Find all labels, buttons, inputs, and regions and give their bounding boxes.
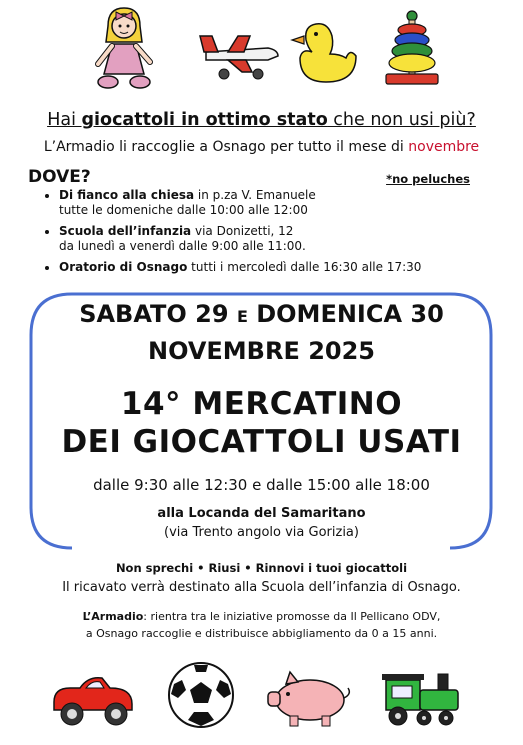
dove-title: DOVE? bbox=[28, 167, 91, 187]
event-address: (via Trento angolo via Gorizia) bbox=[164, 525, 359, 540]
subline-text: L’Armadio li raccoglie a Osnago per tutto il mese di bbox=[43, 139, 409, 155]
event-month-year: NOVEMBRE 2025 bbox=[147, 337, 375, 365]
slogan: Non sprechi • Riusi • Rinnovi i tuoi giocattoli bbox=[115, 561, 408, 575]
headline-suffix: che non usi più? bbox=[327, 110, 476, 130]
toy-train-icon bbox=[376, 660, 466, 730]
place-detail: via Donizetti, 12 bbox=[191, 224, 294, 238]
proceeds-note: Il ricavato verrà destinato alla Scuola dell’infanzia di Osnago. bbox=[62, 580, 461, 595]
event-title-line2: DEI GIOCATTOLI USATI bbox=[61, 424, 462, 460]
event-title-line1: 14° MERCATINO bbox=[120, 386, 403, 422]
airplane-icon bbox=[198, 26, 282, 82]
list-item bbox=[59, 260, 509, 275]
bottom-toy-illustrations bbox=[0, 652, 523, 742]
headline-bold: giocattoli in ottimo stato bbox=[81, 110, 328, 130]
headline-prefix: Hai bbox=[47, 110, 82, 130]
piggy-bank-icon bbox=[264, 670, 352, 730]
organizer-note bbox=[0, 608, 523, 642]
event-sunday: DOMENICA 30 bbox=[256, 300, 444, 328]
event-saturday: SABATO 29 bbox=[79, 300, 229, 328]
places-list bbox=[40, 188, 509, 281]
subline-month: novembre bbox=[408, 139, 480, 155]
event-venue: alla Locanda del Samaritano bbox=[157, 506, 366, 521]
no-plush-note: *no peluches bbox=[386, 172, 470, 186]
place-name: Scuola dell’infanzia bbox=[59, 224, 192, 238]
list-item bbox=[59, 224, 509, 254]
organizer-brand: L’Armadio bbox=[82, 610, 144, 623]
place-hours: da lunedì a venerdì dalle 9:00 alle 11:00. bbox=[59, 239, 306, 253]
toy-car-icon bbox=[48, 666, 138, 732]
place-hours: tutte le domeniche dalle 10:00 alle 12:00 bbox=[59, 203, 308, 217]
soccer-ball-icon bbox=[166, 660, 236, 730]
ring-stack-icon bbox=[380, 8, 444, 88]
duck-icon bbox=[290, 18, 362, 86]
organizer-line2: a Osnago raccoglie e distribuisce abbigliamento da 0 a 15 anni. bbox=[85, 627, 438, 640]
headline bbox=[0, 110, 523, 130]
doll-icon bbox=[88, 4, 160, 92]
place-name: Di fianco alla chiesa bbox=[59, 188, 195, 202]
event-hours: dalle 9:30 alle 12:30 e dalle 15:00 alle 18:00 bbox=[93, 476, 430, 494]
top-toy-illustrations bbox=[0, 4, 523, 94]
subline bbox=[0, 139, 523, 155]
event-and: E bbox=[236, 307, 248, 326]
place-detail: tutti i mercoledì dalle 16:30 alle 17:30 bbox=[187, 260, 422, 274]
event-dates bbox=[0, 300, 523, 328]
place-detail: in p.za V. Emanuele bbox=[194, 188, 316, 202]
place-name: Oratorio di Osnago bbox=[59, 260, 188, 274]
list-item bbox=[59, 188, 509, 218]
organizer-line1: : rientra tra le iniziative promosse da Il Pellicano ODV, bbox=[143, 610, 441, 623]
